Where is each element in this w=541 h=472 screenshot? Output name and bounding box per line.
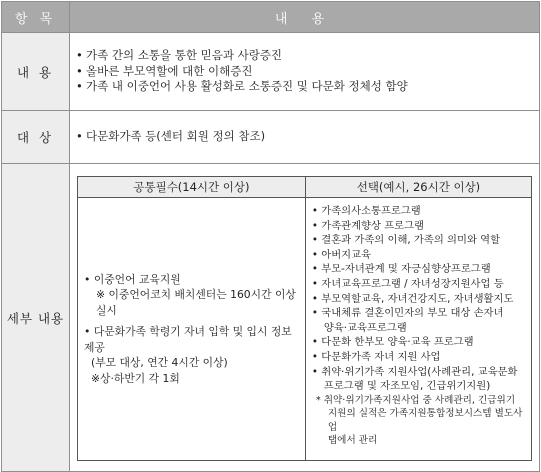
- target-bullet-list: [76, 129, 533, 145]
- optional-item-10: • 다문화가족 자녀 지원 사업: [311, 350, 441, 363]
- optional-item-7: • 부모역할교육, 자녀건강지도, 자녀생활지도: [311, 292, 514, 305]
- optional-note-line3: 탭에서 관리: [327, 435, 378, 447]
- optional-item-8-line2: 양육·교육프로그램: [323, 321, 407, 334]
- detail-inner-header: [78, 177, 532, 198]
- optional-item-8: • 국내체류 결혼이민자의 부모 대상 손자녀: [311, 307, 504, 320]
- optional-item-1: • 가족의사소통프로그램: [311, 205, 421, 217]
- detail-inner-table: [77, 176, 532, 461]
- program-table: [1, 1, 540, 472]
- table-header-row: [2, 2, 540, 33]
- required-item-2: • 다문화가족 학령기 자녀 입학 및 입시 정보 제공: [84, 325, 292, 354]
- optional-item-11: • 취약·위기가족 지원사업(사례관리, 교육문화: [311, 365, 518, 378]
- row-content-body: [70, 33, 540, 111]
- row-detail-label: 세부 내용: [2, 164, 70, 472]
- header-item: 항 목: [2, 2, 70, 33]
- row-detail: [2, 164, 540, 472]
- optional-header: 선택(예시, 26시간 이상): [305, 177, 531, 198]
- optional-item-9: • 다문화 한부모 양육·교육 프로그램: [311, 336, 474, 349]
- row-target: [2, 111, 540, 164]
- row-content: [2, 33, 540, 111]
- optional-item-5: • 부모-자녀관계 및 자긍심향상프로그램: [311, 263, 491, 276]
- optional-item-2: • 가족관계향상 프로그램: [311, 219, 425, 232]
- row-target-label: 대 상: [2, 111, 70, 164]
- optional-note-line1: * 취약·위기가족지원사업 중 사례관리, 긴급위기: [315, 394, 516, 406]
- optional-item-3: • 결혼과 가족의 이해, 가족의 의미와 역할: [311, 234, 501, 247]
- content-bullet-1: • 가족 간의 소통을 통한 믿음과 사랑증진: [76, 48, 533, 64]
- header-content: 내 용: [70, 2, 540, 33]
- optional-note-line2: 지원의 실적은 가족지원통합정보시스템 별도사업: [327, 408, 523, 433]
- optional-cell: [305, 198, 531, 461]
- required-cell: [78, 198, 306, 461]
- row-detail-body: [70, 164, 540, 472]
- content-bullet-2: • 올바른 부모역할에 대한 이해증진: [76, 64, 533, 80]
- content-bullet-3: • 가족 내 이중언어 사용 활성화로 소통증진 및 다문화 정체성 함양: [76, 79, 533, 95]
- required-item-1-note: ※ 이중언어코치 배치센터는 160시간 이상 실시: [96, 288, 296, 317]
- target-bullet-1: • 다문화가족 등(센터 회원 정의 참조): [76, 129, 533, 145]
- required-header: 공통필수(14시간 이상): [78, 177, 306, 198]
- required-item-1: • 이중언어 교육지원: [84, 272, 181, 286]
- optional-item-6: • 자녀교육프로그램 / 자녀성장지원사업 등: [311, 277, 504, 290]
- optional-item-11-line2: 프로그램 및 자조모임, 긴급위기지원): [323, 380, 491, 393]
- optional-item-4: • 아버지교육: [311, 248, 371, 261]
- required-item-2-line2: (부모 대상, 연간 4시간 이상): [91, 356, 228, 370]
- row-content-label: 내 용: [2, 33, 70, 111]
- content-bullet-list: [76, 48, 533, 95]
- detail-inner-body: [78, 198, 532, 461]
- required-item-2-note: ※상·하반기 각 1회: [91, 371, 180, 385]
- row-target-body: [70, 111, 540, 164]
- program-table-page: [1, 1, 540, 454]
